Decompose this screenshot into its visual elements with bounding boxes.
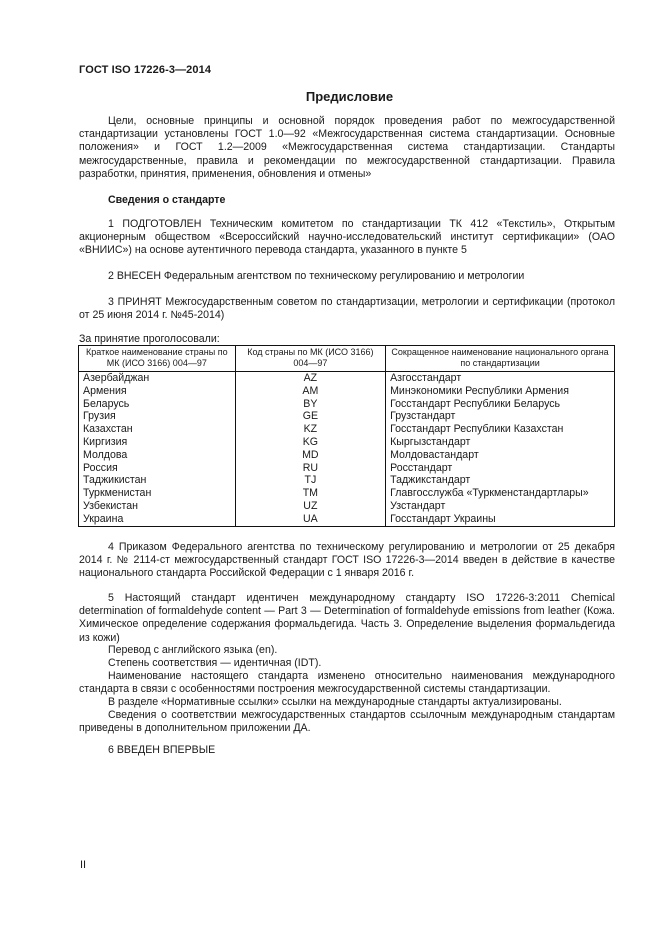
country-cell: Украина	[79, 513, 236, 526]
item-4-paragraph: 4 Приказом Федерального агентства по техническому регулированию и метрологии от 25 декабря 2014 г. № 2114-ст межгосударственный стандарт ГОСТ ISO 17226-3—2014 введен в действие в качестве национального стандарта Российской Федерации с 1 января 2016 г.	[79, 541, 615, 580]
voting-caption: За принятие проголосовали:	[79, 333, 220, 345]
code-cell: TM	[235, 487, 385, 500]
appendix-note: Сведения о соответствии межгосударственных стандартов ссылочным международным стандартам приведены в дополнительном приложении ДА.	[79, 709, 615, 735]
voting-table	[78, 345, 615, 527]
translation-note: Перевод с английского языка (en).	[108, 644, 278, 656]
country-cell: Туркменистан	[79, 487, 236, 500]
table-row	[79, 462, 615, 475]
name-change-note: Наименование настоящего стандарта изменено относительно наименования международного стандарта в связи с особенностями построения межгосударственной системы стандартизации.	[79, 670, 615, 696]
body-cell: Таджикстандарт	[386, 474, 615, 487]
country-cell: Грузия	[79, 410, 236, 423]
country-cell: Азербайджан	[79, 372, 236, 385]
code-cell: GE	[235, 410, 385, 423]
code-cell: AZ	[235, 372, 385, 385]
table-row	[79, 436, 615, 449]
intro-paragraph: Цели, основные принципы и основной порядок проведения работ по межгосударственной стандартизации установлены ГОСТ 1.0—92 «Межгосударственная система стандартизации. Основные положения» и ГОСТ 1.2—2009 «Межгосударственная система стандартизации. Стандарты межгосударственные, правила и рекомендации по межгосударственной стандартизации. Правила разработки, принятия, применения, обновления и отмены»	[79, 115, 615, 180]
conformity-note: Степень соответствия — идентичная (IDT).	[108, 657, 322, 669]
body-cell: Главгосслужба «Туркменстандартлары»	[386, 487, 615, 500]
item-2-paragraph: 2 ВНЕСЕН Федеральным агентством по техническому регулированию и метрологии	[108, 270, 525, 282]
page-number: II	[80, 859, 87, 871]
country-cell: Узбекистан	[79, 500, 236, 513]
normative-refs-note: В разделе «Нормативные ссылки» ссылки на международные стандарты актуализированы.	[108, 696, 562, 708]
item-5-paragraph: 5 Настоящий стандарт идентичен международному стандарту ISO 17226-3:2011 Chemical determination of formaldehyde content — Part 3 — Determination of formaldehyde emissions from leather (Кожа. Химическое определение содержания формальдегида. Часть 3. Определение выделения формальдегида из кожи)	[79, 592, 615, 644]
body-cell: Госстандарт Республики Беларусь	[386, 398, 615, 411]
body-cell: Кыргызстандарт	[386, 436, 615, 449]
body-cell: Грузстандарт	[386, 410, 615, 423]
body-cell: Молдовастандарт	[386, 449, 615, 462]
code-cell: KG	[235, 436, 385, 449]
item-1-paragraph: 1 ПОДГОТОВЛЕН Техническим комитетом по стандартизации ТК 412 «Текстиль», Открытым акционерным обществом «Всероссийский научно-исследовательский институт сертификации» (ОАО «ВНИИС») на основе аутентичного перевода стандарта, указанного в пункте 5	[79, 218, 615, 257]
item-3-paragraph: 3 ПРИНЯТ Межгосударственным советом по стандартизации, метрологии и сертификации (протокол от 25 июня 2014 г. №45-2014)	[79, 296, 615, 322]
column-header-standards-body: Сокращенное наименование национального органа по стандартизации	[386, 346, 615, 372]
body-cell: Узстандарт	[386, 500, 615, 513]
column-header-country: Краткое наименование страны по МК (ИСО 3166) 004—97	[79, 346, 236, 372]
table-row	[79, 372, 615, 385]
table-header-row	[79, 346, 615, 372]
country-cell: Армения	[79, 385, 236, 398]
code-cell: UA	[235, 513, 385, 526]
country-cell: Киргизия	[79, 436, 236, 449]
body-cell: Азгосстандарт	[386, 372, 615, 385]
code-cell: AM	[235, 385, 385, 398]
body-cell: Госстандарт Республики Казахстан	[386, 423, 615, 436]
table-row	[79, 487, 615, 500]
code-cell: RU	[235, 462, 385, 475]
code-cell: UZ	[235, 500, 385, 513]
section-heading: Сведения о стандарте	[108, 194, 226, 206]
table-row	[79, 449, 615, 462]
country-cell: Беларусь	[79, 398, 236, 411]
code-cell: TJ	[235, 474, 385, 487]
code-cell: BY	[235, 398, 385, 411]
table-row	[79, 513, 615, 526]
page-title: Предисловие	[305, 89, 394, 104]
body-cell: Росстандарт	[386, 462, 615, 475]
code-cell: MD	[235, 449, 385, 462]
country-cell: Казахстан	[79, 423, 236, 436]
table-row	[79, 398, 615, 411]
country-cell: Молдова	[79, 449, 236, 462]
code-cell: KZ	[235, 423, 385, 436]
country-cell: Таджикистан	[79, 474, 236, 487]
table-row	[79, 474, 615, 487]
body-cell: Госстандарт Украины	[386, 513, 615, 526]
table-row	[79, 385, 615, 398]
table-row	[79, 500, 615, 513]
column-header-code: Код страны по МК (ИСО 3166) 004—97	[235, 346, 385, 372]
item-6-paragraph: 6 ВВЕДЕН ВПЕРВЫЕ	[108, 744, 216, 756]
document-id-header: ГОСТ ISO 17226-3—2014	[79, 64, 212, 76]
country-cell: Россия	[79, 462, 236, 475]
table-row	[79, 423, 615, 436]
table-row	[79, 410, 615, 423]
body-cell: Минэкономики Республики Армения	[386, 385, 615, 398]
